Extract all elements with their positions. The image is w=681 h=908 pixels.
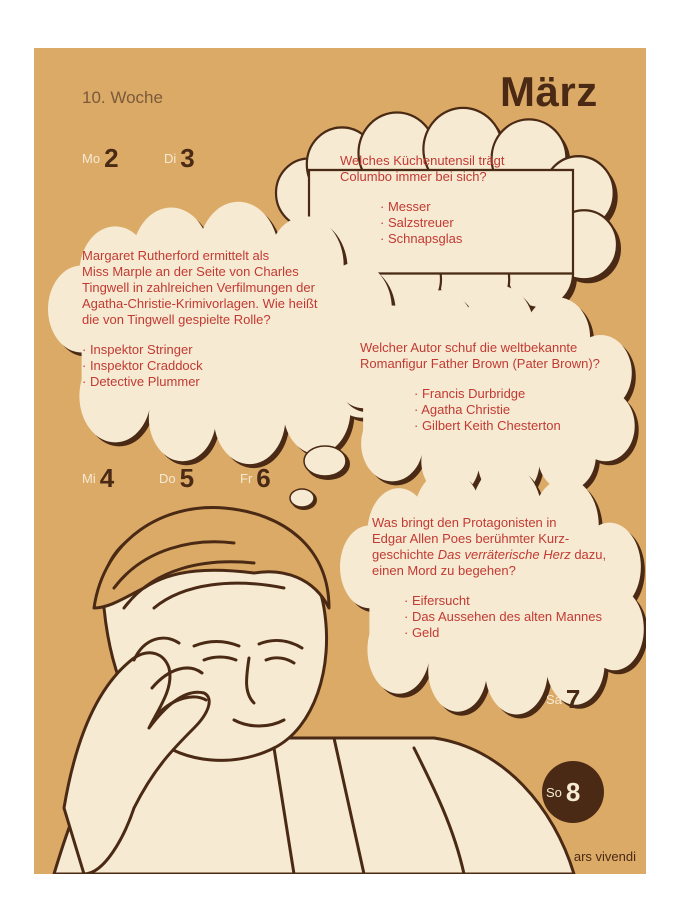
- question-line: einen Mord zu begehen?: [372, 563, 516, 578]
- question-columbo: [340, 153, 505, 247]
- day-tuesday: [164, 143, 195, 174]
- day-label: Di: [164, 151, 177, 166]
- question-line: Romanfigur Father Brown (Pater Brown)?: [360, 356, 600, 371]
- day-thursday: [159, 463, 194, 494]
- answer-option: · Gilbert Keith Chesterton: [414, 418, 561, 433]
- question-line: Welcher Autor schuf die weltbekannte: [360, 340, 578, 355]
- question-line: Edgar Allen Poes berühmter Kurz-: [372, 531, 570, 546]
- answer-option: · Salzstreuer: [380, 215, 454, 230]
- question-father-brown: [360, 340, 600, 434]
- day-number: 3: [180, 143, 195, 173]
- question-line: Margaret Rutherford ermittelt als: [82, 248, 270, 263]
- answer-option: · Inspektor Craddock: [82, 358, 203, 373]
- answer-option: · Inspektor Stringer: [82, 342, 193, 357]
- answer-option: · Geld: [404, 625, 440, 640]
- publisher-brand: ars vivendi: [573, 849, 636, 864]
- day-label: Fr: [240, 471, 253, 486]
- answer-option: · Schnapsglas: [380, 231, 463, 246]
- calendar-page: [34, 48, 646, 874]
- day-number: 4: [99, 463, 115, 493]
- day-number: 2: [104, 143, 119, 173]
- answer-option: · Detective Plummer: [82, 374, 200, 389]
- day-sunday: [546, 777, 580, 808]
- day-wednesday: [82, 463, 114, 494]
- answer-option: · Das Aussehen des alten Mannes: [404, 609, 603, 624]
- question-line: die von Tingwell gespielte Rolle?: [82, 312, 271, 327]
- answer-option: · Agatha Christie: [414, 402, 511, 417]
- question-line: Columbo immer bei sich?: [340, 169, 487, 184]
- day-number: 7: [565, 684, 581, 714]
- day-label: Sa: [546, 692, 562, 707]
- day-number: 8: [565, 777, 581, 807]
- question-poe: [372, 515, 606, 641]
- day-number: 5: [179, 463, 195, 493]
- answer-option: · Messer: [380, 199, 431, 214]
- question-line: Agatha-Christie-Krimivorlagen. Wie heißt: [82, 296, 318, 311]
- answer-option: · Eifersucht: [404, 593, 470, 608]
- answer-option: · Francis Durbridge: [414, 386, 526, 401]
- month-title: März: [500, 68, 598, 115]
- question-line: Welches Küchenutensil trägt: [340, 153, 505, 168]
- question-line: Was bringt den Protagonisten in: [372, 515, 557, 530]
- day-monday: [82, 143, 119, 174]
- question-line: geschichte Das verräterische Herz dazu,: [372, 547, 607, 562]
- day-label: Do: [159, 471, 176, 486]
- thought-bubbles-small: [290, 446, 350, 510]
- day-friday: [240, 463, 271, 494]
- question-line: Miss Marple an der Seite von Charles: [82, 264, 299, 279]
- week-label: 10. Woche: [82, 88, 163, 107]
- question-miss-marple: [82, 248, 318, 390]
- day-label: Mo: [82, 151, 101, 166]
- question-line: Tingwell in zahlreichen Verfilmungen der: [82, 280, 315, 295]
- day-saturday: [546, 684, 580, 715]
- day-label: Mi: [82, 471, 96, 486]
- day-number: 6: [256, 463, 271, 493]
- day-label: So: [546, 785, 562, 800]
